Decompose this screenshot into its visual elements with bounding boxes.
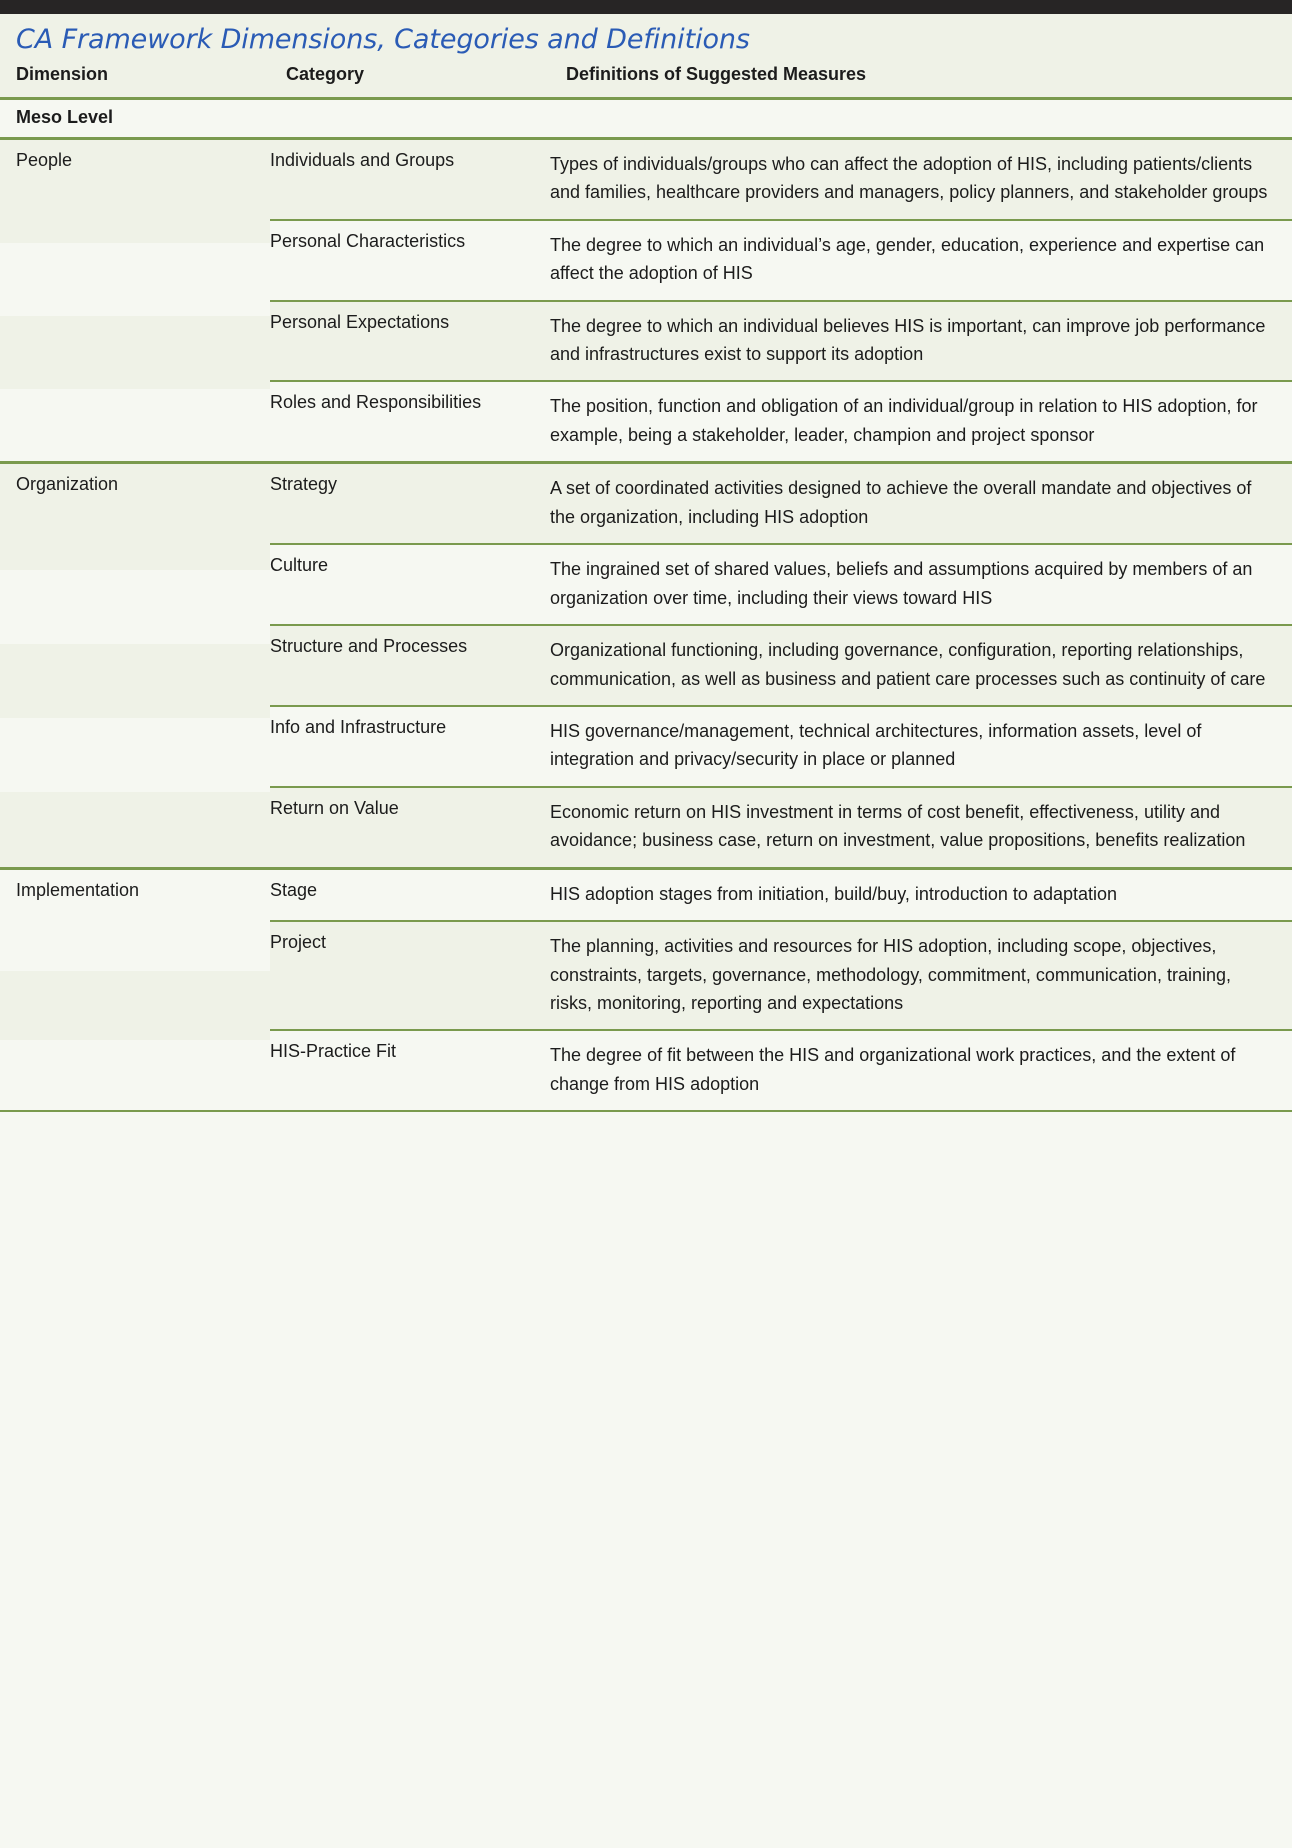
table-row (270, 707, 1292, 788)
dimension-stripe-segment (0, 644, 270, 718)
dimension-label: Organization (16, 474, 119, 495)
dimension-stripe-segment (0, 1040, 270, 1110)
definition-cell: Types of individuals/groups who can affect the adoption of HIS, including patients/clients and families, healthcare providers and managers, policy planners, and stakeholder groups (550, 153, 1268, 203)
table-row (270, 788, 1292, 867)
table-row (270, 545, 1292, 626)
category-cell: Project (270, 932, 327, 953)
dimension-stripe-segment (0, 971, 270, 1041)
dimension-label: People (16, 149, 73, 170)
dimension-group (0, 870, 1292, 1113)
table-row (270, 1031, 1292, 1110)
table-body (0, 140, 1292, 1113)
column-header-category: Category (286, 63, 365, 84)
definition-cell: The degree of fit between the HIS and organizational work practices, and the extent of change from HIS adoption (550, 1045, 1236, 1094)
dimension-stripe-segment (0, 792, 270, 866)
dimension-stripe-segment (0, 464, 270, 569)
definition-cell: The degree to which an individual believes HIS is important, can improve job performance and infrastructures exist to support its adoption (550, 315, 1266, 365)
dimension-group (0, 140, 1292, 465)
category-cell: Personal Characteristics (270, 230, 466, 251)
dimension-stripe-segment (0, 140, 270, 244)
definition-cell: HIS adoption stages from initiation, build/buy, introduction to adaptation (550, 883, 1118, 904)
dimension-stripe-segment (0, 243, 270, 316)
definition-cell: HIS governance/management, technical architectures, information assets, level of integration and privacy/security in place or planned (550, 720, 1202, 770)
column-header-definitions: Definitions of Suggested Measures (566, 63, 867, 84)
column-header-row (16, 64, 1276, 91)
dimension-cell (0, 140, 270, 462)
table-row (270, 870, 1292, 922)
dimension-cell (0, 464, 270, 866)
table-row (270, 922, 1292, 1031)
definition-cell: The position, function and obligation of an individual/group in relation to HIS adoption, for example, being a stakeholder, leader, champion and project sponsor (550, 396, 1258, 445)
table-header (0, 14, 1292, 100)
top-dark-bar (0, 0, 1292, 14)
page-title: CA Framework Dimensions, Categories and Definitions (16, 24, 750, 55)
section-label-meso-level: Meso Level (0, 100, 1292, 140)
category-cell: Individuals and Groups (270, 149, 455, 170)
category-cell: HIS-Practice Fit (270, 1041, 397, 1062)
dimension-stripe-segment (0, 870, 270, 971)
dimension-stripe-segment (0, 316, 270, 389)
category-cell: Structure and Processes (270, 636, 468, 657)
column-header-dimension: Dimension (16, 63, 109, 84)
table-row (270, 626, 1292, 707)
definition-cell: A set of coordinated activities designed to achieve the overall mandate and objectives of the organization, including HIS adoption (550, 478, 1252, 527)
category-cell: Personal Expectations (270, 311, 450, 332)
category-cell: Stage (270, 879, 318, 900)
table-row (270, 464, 1292, 545)
table-row (270, 140, 1292, 221)
category-cell: Info and Infrastructure (270, 716, 447, 737)
definition-cell: The degree to which an individual’s age, gender, education, experience and expertise can affect the adoption of HIS (550, 234, 1265, 284)
definition-cell: Economic return on HIS investment in terms of cost benefit, effectiveness, utility and avoidance; business case, return on investment, value propositions, benefits realization (550, 801, 1246, 851)
category-cell: Culture (270, 555, 329, 576)
definition-cell: Organizational functioning, including governance, configuration, reporting relationships, communication, as well as business and patient care processes such as continuity of care (550, 640, 1266, 689)
table-row (270, 302, 1292, 383)
table-row (270, 221, 1292, 302)
category-rows (270, 140, 1292, 462)
category-cell: Return on Value (270, 797, 399, 818)
dimension-cell (0, 870, 270, 1111)
dimension-group (0, 464, 1292, 869)
category-cell: Roles and Responsibilities (270, 392, 482, 413)
dimension-stripe-segment (0, 718, 270, 792)
dimension-label: Implementation (16, 879, 140, 900)
definition-cell: The planning, activities and resources for HIS adoption, including scope, objectives, constraints, targets, governance, methodology, commitment, communication, training, risks, monitoring, reporting and expectations (550, 936, 1231, 1014)
definition-cell: The ingrained set of shared values, beliefs and assumptions acquired by members of an organization over time, including their views toward HIS (550, 559, 1253, 608)
table-row (270, 382, 1292, 461)
category-rows (270, 464, 1292, 866)
dimension-stripe-segment (0, 570, 270, 644)
category-rows (270, 870, 1292, 1111)
category-cell: Strategy (270, 474, 338, 495)
dimension-stripe-segment (0, 389, 270, 462)
